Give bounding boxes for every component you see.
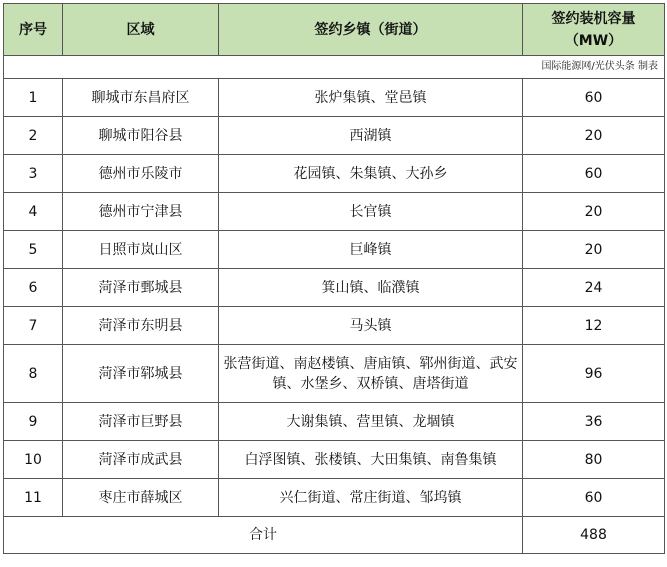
row-towns: 花园镇、朱集镇、大孙乡: [219, 155, 523, 193]
row-region: 菏泽市鄄城县: [63, 269, 219, 307]
table-row: [4, 479, 665, 517]
row-region: 日照市岚山区: [63, 231, 219, 269]
row-region: 聊城市阳谷县: [63, 117, 219, 155]
row-index: 8: [4, 345, 63, 403]
row-region: 枣庄市薛城区: [63, 479, 219, 517]
header-capacity: [523, 4, 665, 56]
table-body: [4, 56, 665, 554]
row-towns: 马头镇: [219, 307, 523, 345]
table-row: [4, 117, 665, 155]
header-capacity-line1: 签约装机容量: [551, 10, 636, 27]
row-region: 德州市宁津县: [63, 193, 219, 231]
row-capacity: 60: [523, 79, 665, 117]
table-header: [4, 4, 665, 56]
row-capacity: 96: [523, 345, 665, 403]
table-row: [4, 269, 665, 307]
contract-capacity-table-container: [3, 3, 664, 554]
row-index: 9: [4, 403, 63, 441]
row-towns: 张炉集镇、堂邑镇: [219, 79, 523, 117]
total-label: 合计: [4, 517, 523, 554]
row-index: 11: [4, 479, 63, 517]
table-row: [4, 345, 665, 403]
row-index: 5: [4, 231, 63, 269]
row-index: 10: [4, 441, 63, 479]
row-capacity: 20: [523, 193, 665, 231]
source-note: 国际能源网/光伏头条 制表: [4, 56, 665, 79]
table-row: [4, 441, 665, 479]
row-towns: 长官镇: [219, 193, 523, 231]
header-towns: 签约乡镇（街道）: [219, 4, 523, 56]
row-towns: 箕山镇、临濮镇: [219, 269, 523, 307]
total-row: [4, 517, 665, 554]
source-note-row: [4, 56, 665, 79]
row-capacity: 60: [523, 155, 665, 193]
header-row: [4, 4, 665, 56]
row-index: 4: [4, 193, 63, 231]
row-capacity: 24: [523, 269, 665, 307]
row-towns: 大谢集镇、营里镇、龙堌镇: [219, 403, 523, 441]
row-index: 1: [4, 79, 63, 117]
row-towns: 兴仁街道、常庄街道、邹坞镇: [219, 479, 523, 517]
row-region: 菏泽市东明县: [63, 307, 219, 345]
row-index: 7: [4, 307, 63, 345]
header-region: 区域: [63, 4, 219, 56]
total-capacity: 488: [523, 517, 665, 554]
row-region: 德州市乐陵市: [63, 155, 219, 193]
table-row: [4, 79, 665, 117]
row-capacity: 12: [523, 307, 665, 345]
table-row: [4, 193, 665, 231]
row-capacity: 20: [523, 117, 665, 155]
row-index: 3: [4, 155, 63, 193]
header-capacity-line2: （MW）: [564, 32, 623, 49]
table-row: [4, 231, 665, 269]
table-row: [4, 403, 665, 441]
table-row: [4, 155, 665, 193]
row-towns: 张营街道、南赵楼镇、唐庙镇、郓州街道、武安镇、水堡乡、双桥镇、唐塔街道: [219, 345, 523, 403]
row-capacity: 60: [523, 479, 665, 517]
row-region: 菏泽市郓城县: [63, 345, 219, 403]
row-capacity: 36: [523, 403, 665, 441]
row-region: 菏泽市成武县: [63, 441, 219, 479]
row-towns: 西湖镇: [219, 117, 523, 155]
header-index: 序号: [4, 4, 63, 56]
row-region: 菏泽市巨野县: [63, 403, 219, 441]
table-row: [4, 307, 665, 345]
row-towns: 白浮图镇、张楼镇、大田集镇、南鲁集镇: [219, 441, 523, 479]
row-index: 6: [4, 269, 63, 307]
row-index: 2: [4, 117, 63, 155]
row-region: 聊城市东昌府区: [63, 79, 219, 117]
row-capacity: 80: [523, 441, 665, 479]
row-capacity: 20: [523, 231, 665, 269]
row-towns: 巨峰镇: [219, 231, 523, 269]
contract-capacity-table: [3, 3, 665, 554]
